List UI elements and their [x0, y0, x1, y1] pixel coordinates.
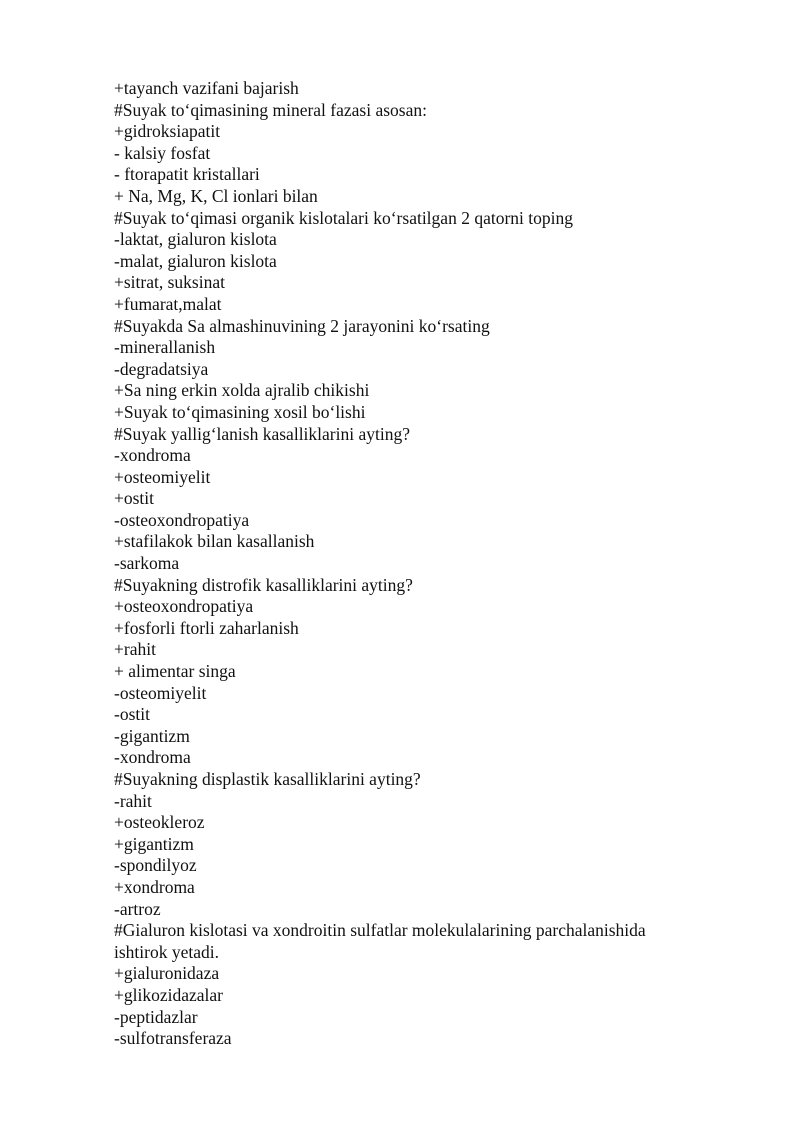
answer-line: +gidroksiapatit: [114, 121, 221, 142]
answer-line: +ostit: [114, 488, 155, 509]
question-line: #Suyakda Sa almashinuvining 2 jarayonini ko‘rsating: [114, 315, 490, 336]
question-line: #Suyakning displastik kasalliklarini ayting?: [114, 769, 421, 789]
answer-line: -minerallanish: [114, 337, 216, 358]
answer-line: +Suyak to‘qimasining xosil bo‘lishi: [114, 401, 366, 422]
question-line: #Gialuron kislotasi va xondroitin sulfatlar molekulalarining parchalanishida: [114, 920, 646, 941]
answer-line: +fosforli ftorli zaharlanish: [114, 617, 299, 638]
question-line: #Suyak to‘qimasining mineral fazasi asosan:: [114, 99, 427, 120]
answer-line: -osteomiyelit: [114, 682, 207, 703]
answer-line: +gigantizm: [114, 833, 194, 854]
answer-line: - ftorapatit kristallari: [114, 164, 260, 185]
answer-line: -artroz: [114, 898, 161, 919]
answer-line: +xondroma: [114, 876, 195, 897]
answer-line: +osteoxondropatiya: [114, 596, 254, 617]
answer-line: +fumarat,malat: [114, 293, 222, 314]
answer-line: -sarkoma: [114, 553, 180, 574]
question-line: #Suyak yallig‘lanish kasalliklarini ayting?: [114, 423, 410, 444]
answer-line: -sulfotransferaza: [114, 1028, 232, 1049]
document-text: [114, 78, 714, 1050]
answer-line: +Sa ning erkin xolda ajralib chikishi: [114, 380, 370, 401]
answer-line: -xondroma: [114, 445, 191, 466]
answer-line: + Na, Mg, K, Cl ionlari bilan: [114, 185, 318, 206]
answer-line: - kalsiy fosfat: [114, 142, 211, 163]
answer-line: +osteokleroz: [114, 812, 205, 833]
answer-line: -laktat, gialuron kislota: [114, 229, 277, 250]
answer-line: +gialuronidaza: [114, 963, 220, 984]
answer-line: -degradatsiya: [114, 358, 209, 379]
answer-line: +rahit: [114, 639, 156, 660]
answer-line: + alimentar singa: [114, 661, 236, 682]
text-line: +tayanch vazifani bajarish: [114, 78, 299, 98]
answer-line: +sitrat, suksinat: [114, 272, 225, 293]
question-line: #Suyak to‘qimasi organik kislotalari ko‘rsatilgan 2 qatorni toping: [114, 207, 573, 228]
question-line-continued: ishtirok yetadi.: [114, 941, 219, 962]
answer-line: +stafilakok bilan kasallanish: [114, 531, 315, 552]
answer-line: -spondilyoz: [114, 855, 197, 876]
question-line: #Suyakning distrofik kasalliklarini ayting?: [114, 574, 413, 595]
answer-line: -malat, gialuron kislota: [114, 250, 277, 271]
answer-line: -peptidazlar: [114, 1006, 198, 1027]
answer-line: +osteomiyelit: [114, 466, 211, 487]
answer-line: +glikozidazalar: [114, 984, 223, 1005]
answer-line: -gigantizm: [114, 725, 190, 746]
answer-line: -osteoxondropatiya: [114, 509, 250, 530]
answer-line: -xondroma: [114, 747, 191, 768]
answer-line: -ostit: [114, 704, 150, 725]
answer-line: -rahit: [114, 790, 152, 811]
